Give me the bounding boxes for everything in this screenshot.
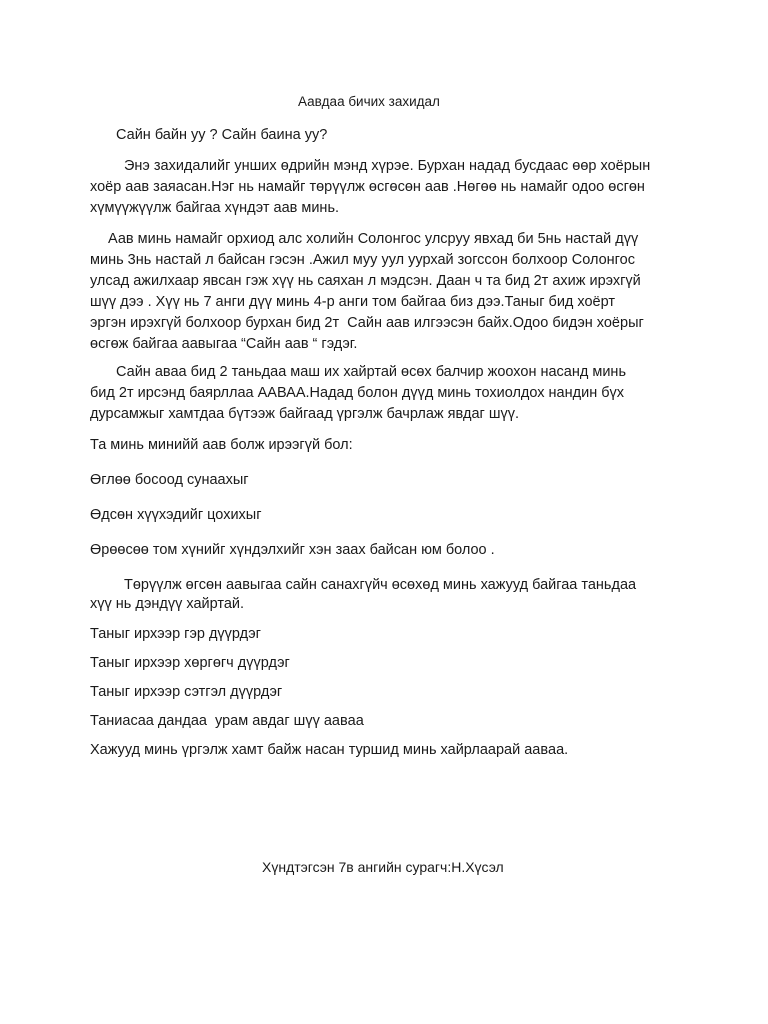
respect-line: Өрөөсөө том хүнийг хүндэлхийг хэн заах байсан юм болоо . — [90, 542, 495, 558]
paragraph4-line1: Төрүүлж өгсөн аавыгаа сайн санахгүйч өсөхөд минь хажууд байгаа таньдаа — [124, 577, 637, 593]
paragraph3-line2: бид 2т ирсэнд баярллаа ААВАА.Надад болон дүүд минь тохиолдох нандин бүх — [90, 385, 625, 401]
children-line: Өдсөн хүүхэдийг цохихыг — [90, 507, 262, 523]
paragraph1-line2: хоёр аав заяасан.Нэг нь намайг төрүүлж өсгөсөн аав .Нөгөө нь намайг одоо өсгөн — [90, 179, 645, 195]
paragraph4-line2: хүү нь дэндүү хайртай. — [90, 596, 245, 612]
paragraph2-line5: эргэн ирэхгүй болхоор бурхан бид 2т Сайн аав илгээсэн байх.Одоо бидэн хоёрыг — [90, 315, 644, 331]
signature-line: Хүндтэгсэн 7в ангийн сурагч:Н.Хүсэл — [262, 859, 504, 875]
paragraph1-line1: Энэ захидалийг унших өдрийн мэнд хүрэе. Бурхан надад бусдаас өөр хоёрын — [124, 158, 651, 174]
paragraph1-line3: хүмүүжүүлж байгаа хүндэт аав минь. — [90, 200, 340, 216]
paragraph2-line4: шүү дээ . Хүү нь 7 анги дүү минь 4-р анги том байгаа биз дээ.Таныг бид хоёрт — [90, 294, 616, 310]
paragraph2-line1: Аав минь намайг орхиод алс холийн Солонгос улсруу явхад би 5нь настай дүү — [108, 231, 639, 247]
heart-line: Таныг ирхээр сэтгэл дүүрдэг — [90, 684, 283, 700]
home-line: Таныг ирхээр гэр дүүрдэг — [90, 626, 261, 642]
paragraph2-line2: минь 3нь настай л байсан гэсэн .Ажил муу уул уурхай зогссон болхоор Солонгос — [90, 252, 635, 268]
paragraph2-line3: улсад ажилхаар явсан гэж хүү нь саяхан л мэдсэн. Даан ч та бид 2т ахиж ирэхгүй — [90, 273, 641, 289]
fridge-line: Таныг ирхээр хөргөгч дүүрдэг — [90, 655, 290, 671]
paragraph3-line3: дурсамжыг хамтдаа бүтээж байгаад үргэлж бачрлаж явдаг шүү. — [90, 406, 520, 422]
letter-title: Аавдаа бичих захидал — [298, 94, 440, 109]
final-line: Хажууд минь үргэлж хамт байж насан туршид минь хайрлаарай аавaa. — [90, 742, 569, 758]
paragraph3-line1: Сайн аваа бид 2 таньдаа маш их хайртай өсөх балчир жоохон насанд минь — [116, 364, 626, 380]
paragraph2-line6: өсгөж байгаа аавыгаа “Сайн аав “ гэдэг. — [90, 336, 358, 352]
if-not-line: Та минь минийй аав болж ирээгүй бол: — [90, 437, 353, 453]
inspire-line: Таниасаа дандаа урам авдаг шүү аавaa — [90, 713, 364, 729]
morning-line: Өглөө босоод сунаахыг — [90, 472, 249, 488]
greeting-line: Сайн байн уу ? Сайн баина уу? — [116, 127, 328, 143]
